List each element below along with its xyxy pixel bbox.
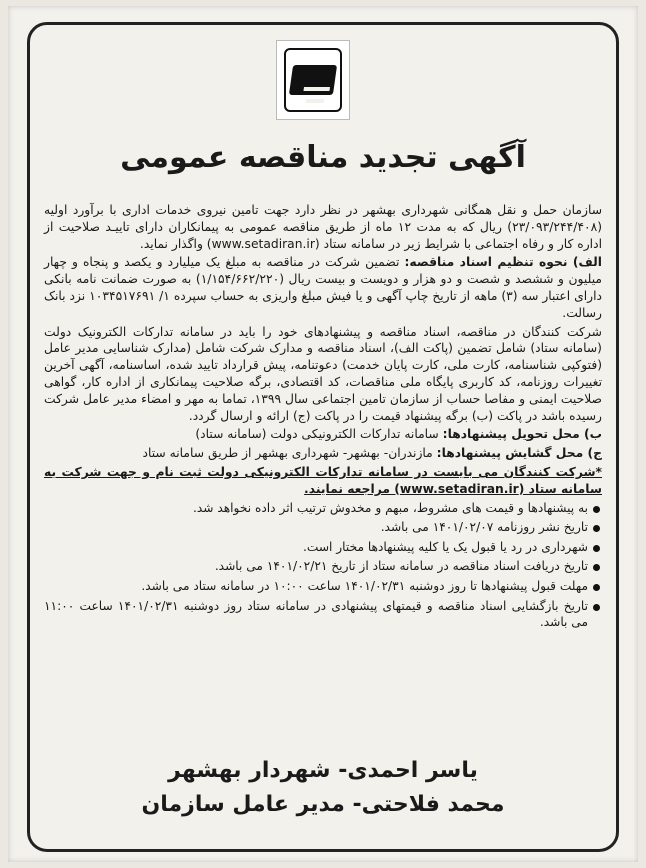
- list-item: تاریخ دریافت اسناد مناقصه در سامانه ستاد از تاریخ ۱۴۰۱/۰۲/۲۱ می باشد.: [44, 558, 602, 575]
- intro-paragraph: سازمان حمل و نقل همگانی شهرداری بهشهر در نظر دارد جهت تامین نیروی خدمات اداری با برآورد اولیه (۲۳/۰۹۳/۲۴۴/۴۰۸) ریال که به مدت ۱۲ ماه از طریق مناقصه عمومی به پیمانکاران دارای تاییـد صلاحیت از اداره کار و رفاه اجتماعی با شرایط زیر در سامانه ستاد (www.setadiran.ir) واگذار نماید.: [44, 203, 602, 251]
- registration-notice: *شرکت کنندگان می بایست در سامانه تدارکات الکترونیکی دولت ثبت نام و جهت شرکت به سامانه ستاد (www.setadiran.ir) مراجعه نمایند.: [44, 464, 602, 496]
- notice-title: آگهی تجدید مناقصه عمومی: [120, 140, 526, 175]
- list-item: مهلت قبول پیشنهادها تا روز دوشنبه ۱۴۰۱/۰۲/۳۱ ساعت ۱۰:۰۰ در سامانه ستاد می باشد.: [44, 578, 602, 595]
- logo-mark-icon: [284, 48, 342, 112]
- section-a: [44, 254, 602, 321]
- section-a-text: تضمین شرکت در مناقصه به مبلغ یک میلیارد و یکصد و پنجاه و چهار میلیون و ششصد و شصت و دو هزار و دویست و بیست ریال (۱/۱۵۴/۶۶۲/۲۲۰) به صورت ضمانت نامه بانکی دارای اعتبار سه (۳) ماهه از تاریخ چاپ آگهی و یا فیش مبلغ واریزی به حساب سپرده ۱/ ۱۰۳۴۵۱۷۶۹۱ نزد بانک رسالت.: [44, 255, 602, 320]
- section-c-text: مازندران- بهشهر- شهرداری بهشهر از طریق سامانه ستاد: [142, 446, 433, 461]
- section-c: [44, 445, 602, 462]
- section-b-text: سامانه تدارکات الکترونیکی دولت (سامانه ستاد): [195, 427, 439, 442]
- notice-body: [44, 202, 602, 634]
- signature-mayor: یاسر احمدی- شهردار بهشهر: [168, 758, 478, 783]
- section-c-label: ج) محل گشایش پیشنهادها:: [436, 446, 602, 461]
- list-item: به پیشنهادها و قیمت های مشروط، مبهم و مخدوش ترتیب اثر داده نخواهد شد.: [44, 500, 602, 517]
- section-a-label: الف) نحوه تنظیم اسناد مناقصه:: [404, 255, 602, 270]
- participants-paragraph: شرکت کنندگان در مناقصه، اسناد مناقصه و پیشنهادهای خود را باید در سامانه تدارکات الکترونیک دولت (سامانه ستاد) شامل تضمین (پاکت الف)، اسناد مناقصه و مدارک شرکت شامل (مدارک شناسایی مدیر عامل (فتوکپی شناسنامه، کارت ملی، کارت پایان خدمت) دعوتنامه، پیش قرارداد تایید شده، اساسنامه، آگهی آخرین تغییرات روزنامه، کد کاربری پایگاه ملی مناقصات، کد اقتصادی، برگه صلاحیت پیمانکاری از اداره کار، گواهی صلاحیت ایمنی و مفاصا حساب از سازمان تامین اجتماعی سال ۱۳۹۹، تماما به مهر و امضاء مدیر عامل شرکت رسیده باشد در پاکت (ب) برگه پیشنهاد قیمت را در پاکت (ج) ارائه و ارسال گردد.: [44, 324, 602, 423]
- municipality-logo: [276, 40, 350, 120]
- signature-director: محمد فلاحتی- مدیر عامل سازمان: [141, 792, 505, 817]
- list-item: شهرداری در رد یا قبول یک یا کلیه پیشنهادها مختار است.: [44, 539, 602, 556]
- conditions-list: [44, 500, 602, 631]
- section-b-label: ب) محل تحویل پیشنهادها:: [442, 427, 602, 442]
- section-b: [44, 426, 602, 443]
- list-item: تاریخ نشر روزنامه ۱۴۰۱/۰۲/۰۷ می باشد.: [44, 519, 602, 536]
- list-item: تاریخ بازگشایی اسناد مناقصه و قیمتهای پیشنهادی در سامانه ستاد روز دوشنبه ۱۴۰۱/۰۲/۳۱ ساعت ۱۱:۰۰ می باشد.: [44, 598, 602, 631]
